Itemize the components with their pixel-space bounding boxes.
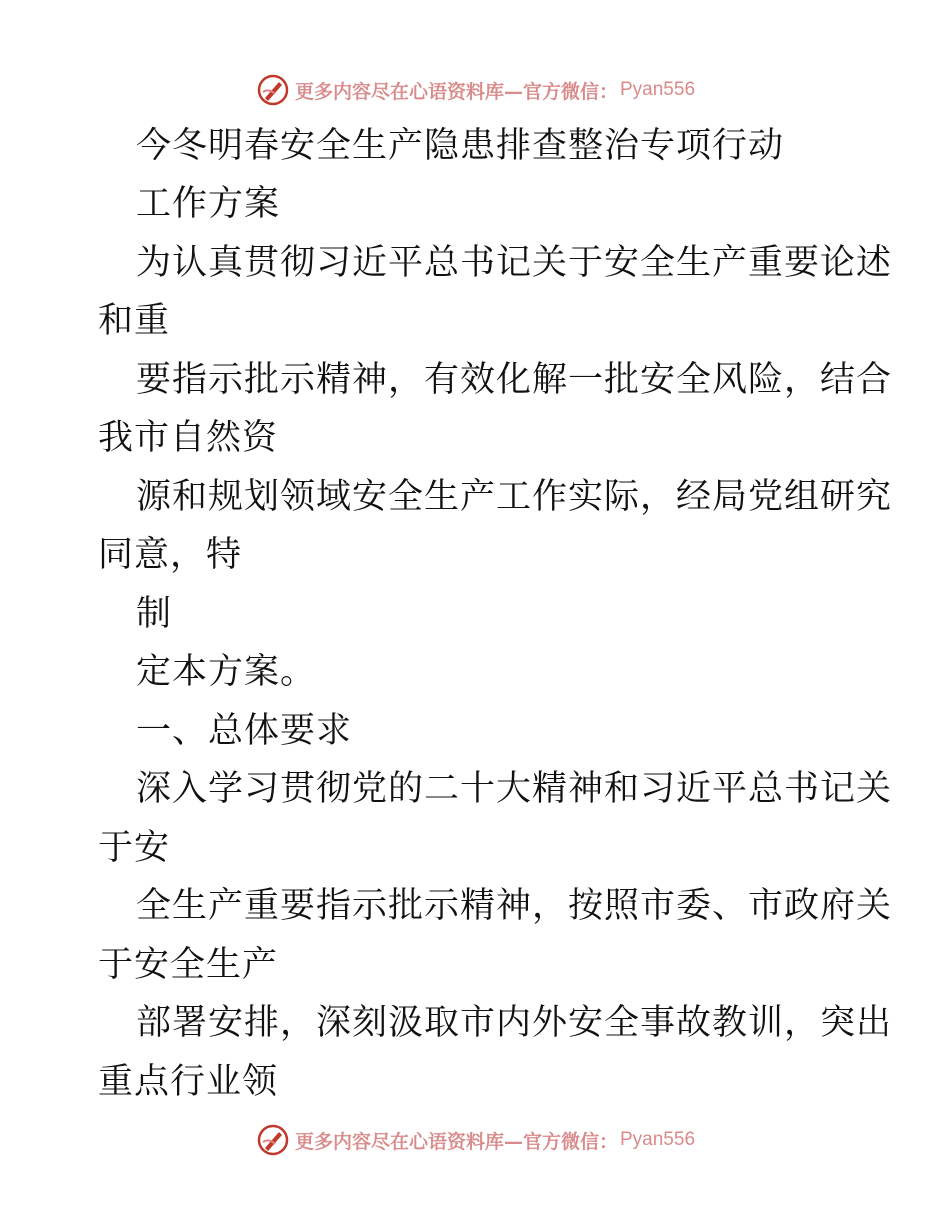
watermark-text: 更多内容尽在心语资料库—官方微信：	[294, 80, 618, 103]
paragraph-line: 源和规划领域安全生产工作实际，经局党组研究	[136, 477, 893, 517]
paragraph-line: 于安全生产	[98, 945, 279, 985]
pen-logo-icon	[255, 1122, 291, 1158]
watermark-wechat: Pyan556	[620, 1129, 696, 1150]
paragraph-line: 同意，特	[98, 535, 243, 575]
watermark-text: 更多内容尽在心语资料库—官方微信：	[294, 1130, 618, 1153]
paragraph-line: 重点行业领	[98, 1062, 279, 1102]
paragraph-line: 于安	[98, 828, 171, 868]
paragraph-line: 深入学习贯彻党的二十大精神和习近平总书记关	[136, 769, 893, 809]
watermark-wechat: Pyan556	[620, 79, 696, 100]
header-watermark	[0, 70, 950, 110]
section-heading: 一、总体要求	[136, 711, 353, 751]
paragraph-line: 部署安排，深刻汲取市内外安全事故教训，突出	[136, 1003, 893, 1043]
doc-title-line-2: 工作方案	[136, 184, 281, 224]
paragraph-line: 要指示批示精神，有效化解一批安全风险，结合	[136, 360, 893, 400]
doc-title-line-1: 今冬明春安全生产隐患排查整治专项行动	[136, 126, 785, 166]
pen-logo-icon	[255, 72, 291, 108]
paragraph-line: 全生产重要指示批示精神，按照市委、市政府关	[136, 886, 893, 926]
paragraph-line: 为认真贯彻习近平总书记关于安全生产重要论述	[136, 243, 893, 283]
paragraph-line: 我市自然资	[98, 418, 279, 458]
paragraph-line: 定本方案。	[136, 652, 317, 692]
paragraph-line: 制	[136, 594, 173, 634]
footer-watermark	[0, 1120, 950, 1160]
paragraph-line: 和重	[98, 301, 171, 341]
